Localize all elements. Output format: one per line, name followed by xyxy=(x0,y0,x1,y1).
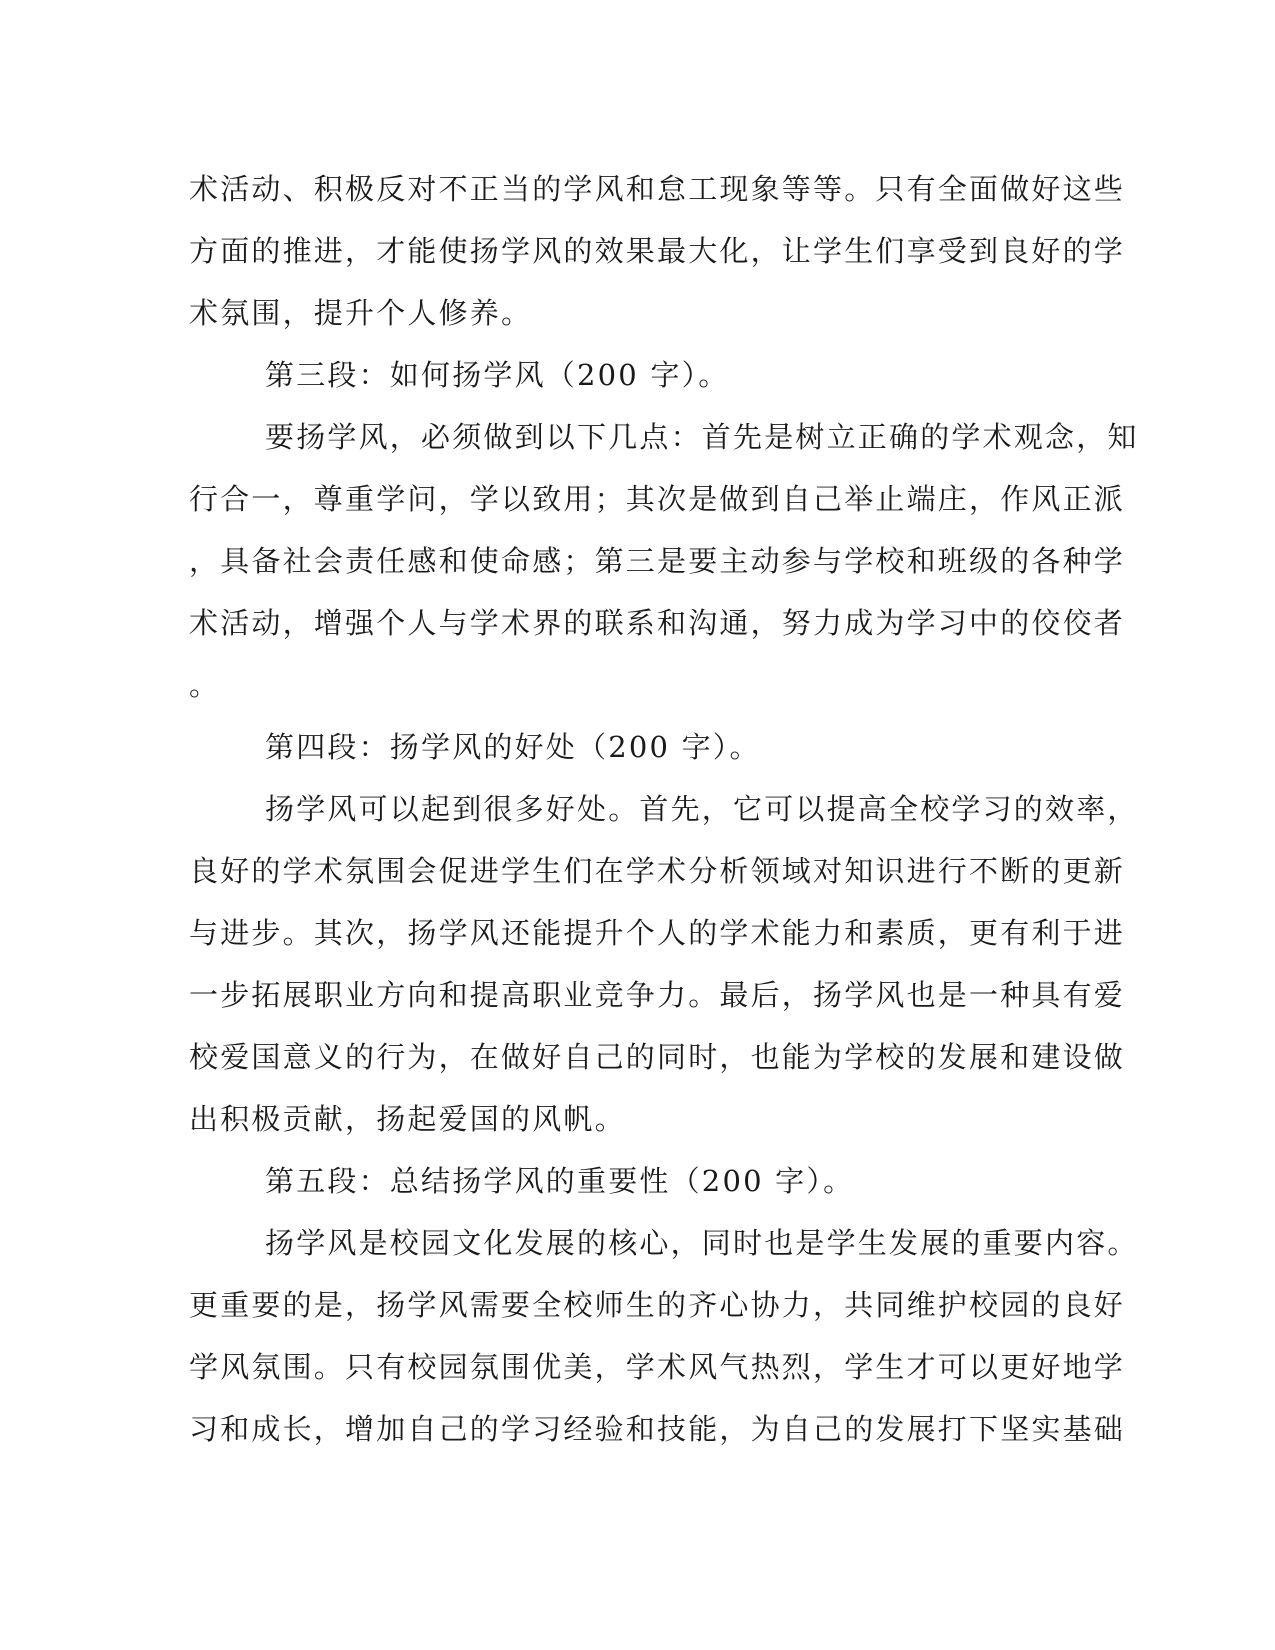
text-line: 要扬学风，必须做到以下几点：首先是树立正确的学术观念，知 xyxy=(265,420,1139,454)
text-line: 更重要的是，扬学风需要全校师生的齐心协力，共同维护校园的良好 xyxy=(189,1288,1126,1322)
section-heading: 第五段：总结扬学风的重要性（200 字）。 xyxy=(265,1164,855,1198)
text-line: 一步拓展职业方向和提高职业竞争力。最后，扬学风也是一种具有爱 xyxy=(189,978,1126,1012)
text-line: 术活动、积极反对不正当的学风和怠工现象等等。只有全面做好这些 xyxy=(189,172,1126,206)
text-line: 方面的推进，才能使扬学风的效果最大化，让学生们享受到良好的学 xyxy=(189,234,1126,268)
section-heading: 第三段：如何扬学风（200 字）。 xyxy=(265,358,730,392)
text-line: 出积极贡献，扬起爱国的风帆。 xyxy=(189,1102,626,1136)
text-line: 校爱国意义的行为，在做好自己的同时，也能为学校的发展和建设做 xyxy=(189,1040,1126,1074)
text-line: 学风氛围。只有校园氛围优美，学术风气热烈，学生才可以更好地学 xyxy=(189,1350,1126,1384)
section-heading: 第四段：扬学风的好处（200 字）。 xyxy=(265,730,761,764)
text-line: 术氛围，提升个人修养。 xyxy=(189,296,533,330)
text-line: 扬学风可以起到很多好处。首先，它可以提高全校学习的效率， xyxy=(265,792,1139,826)
text-line: 行合一，尊重学问，学以致用；其次是做到自己举止端庄，作风正派 xyxy=(189,482,1126,516)
text-line: ，具备社会责任感和使命感；第三是要主动参与学校和班级的各种学 xyxy=(189,544,1126,578)
text-line: 良好的学术氛围会促进学生们在学术分析领域对知识进行不断的更新 xyxy=(189,854,1126,888)
body-text xyxy=(189,158,1139,1460)
text-line: 与进步。其次，扬学风还能提升个人的学术能力和素质，更有利于进 xyxy=(189,916,1126,950)
text-line: 习和成长，增加自己的学习经验和技能，为自己的发展打下坚实基础 xyxy=(189,1412,1126,1446)
text-line: 术活动，增强个人与学术界的联系和沟通，努力成为学习中的佼佼者 xyxy=(189,606,1126,640)
text-line: 扬学风是校园文化发展的核心，同时也是学生发展的重要内容。 xyxy=(265,1226,1139,1260)
text-line: 。 xyxy=(189,668,221,702)
